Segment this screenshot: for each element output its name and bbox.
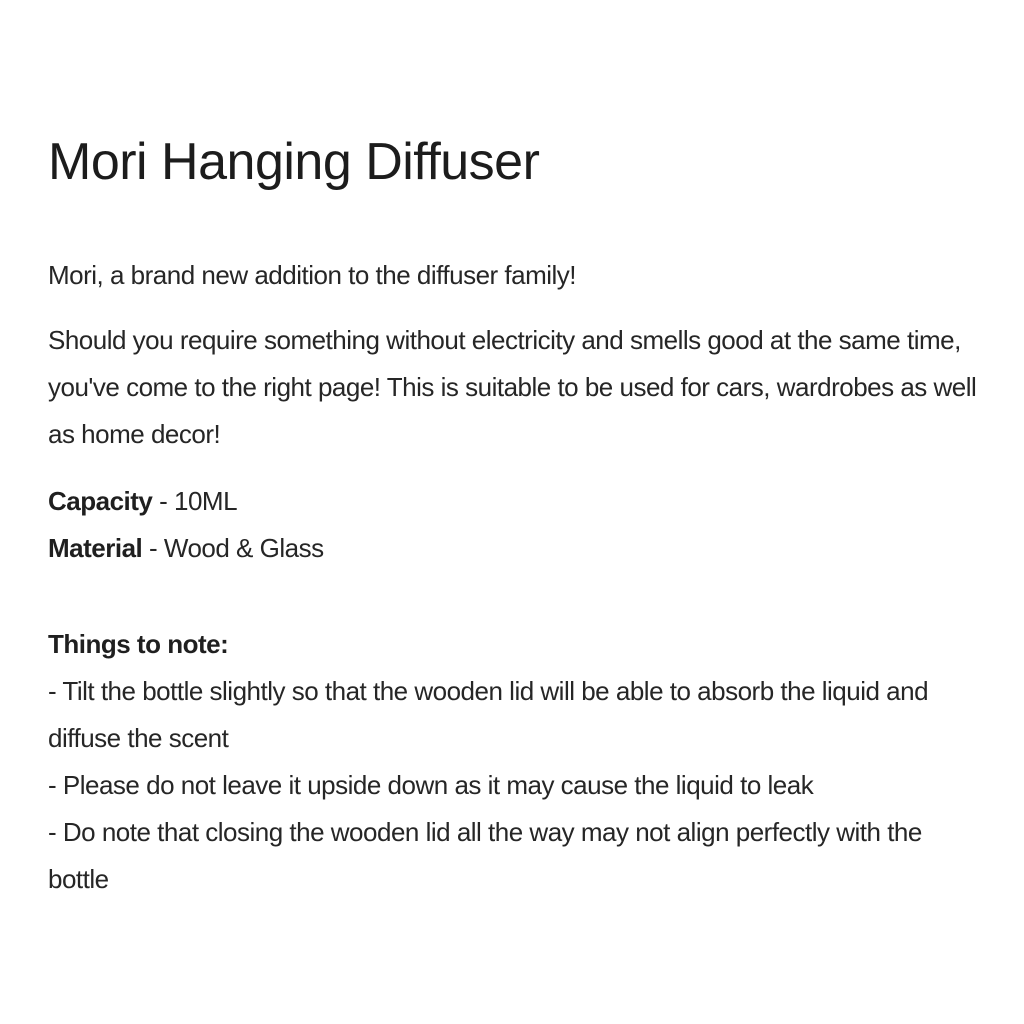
note-item-lid-alignment: - Do note that closing the wooden lid all the way may not align perfectly with the bottle bbox=[48, 817, 922, 894]
spec-value-material: Wood & Glass bbox=[163, 533, 324, 563]
intro-paragraph: Mori, a brand new addition to the diffuser family! bbox=[48, 260, 577, 290]
description-paragraph: Should you require something without electricity and smells good at the same time, you've come to the right page! This is suitable to be used for cars, wardrobes as well as home decor! bbox=[48, 325, 977, 449]
spec-label-material: Material bbox=[48, 533, 143, 563]
spec-separator: - bbox=[152, 486, 174, 516]
page-title: Mori Hanging Diffuser bbox=[48, 133, 540, 191]
spec-value-capacity: 10ML bbox=[174, 486, 238, 516]
spec-row-material bbox=[48, 525, 984, 572]
specs-block bbox=[48, 478, 984, 572]
spec-separator: - bbox=[142, 533, 164, 563]
notes-block bbox=[48, 621, 984, 903]
spec-label-capacity: Capacity bbox=[48, 486, 153, 516]
note-item-upside-down: - Please do not leave it upside down as it may cause the liquid to leak bbox=[48, 770, 814, 800]
spec-row-capacity bbox=[48, 478, 984, 525]
notes-heading: Things to note: bbox=[48, 629, 229, 659]
note-item-tilt-bottle: - Tilt the bottle slightly so that the wooden lid will be able to absorb the liquid and diffuse the scent bbox=[48, 676, 929, 753]
